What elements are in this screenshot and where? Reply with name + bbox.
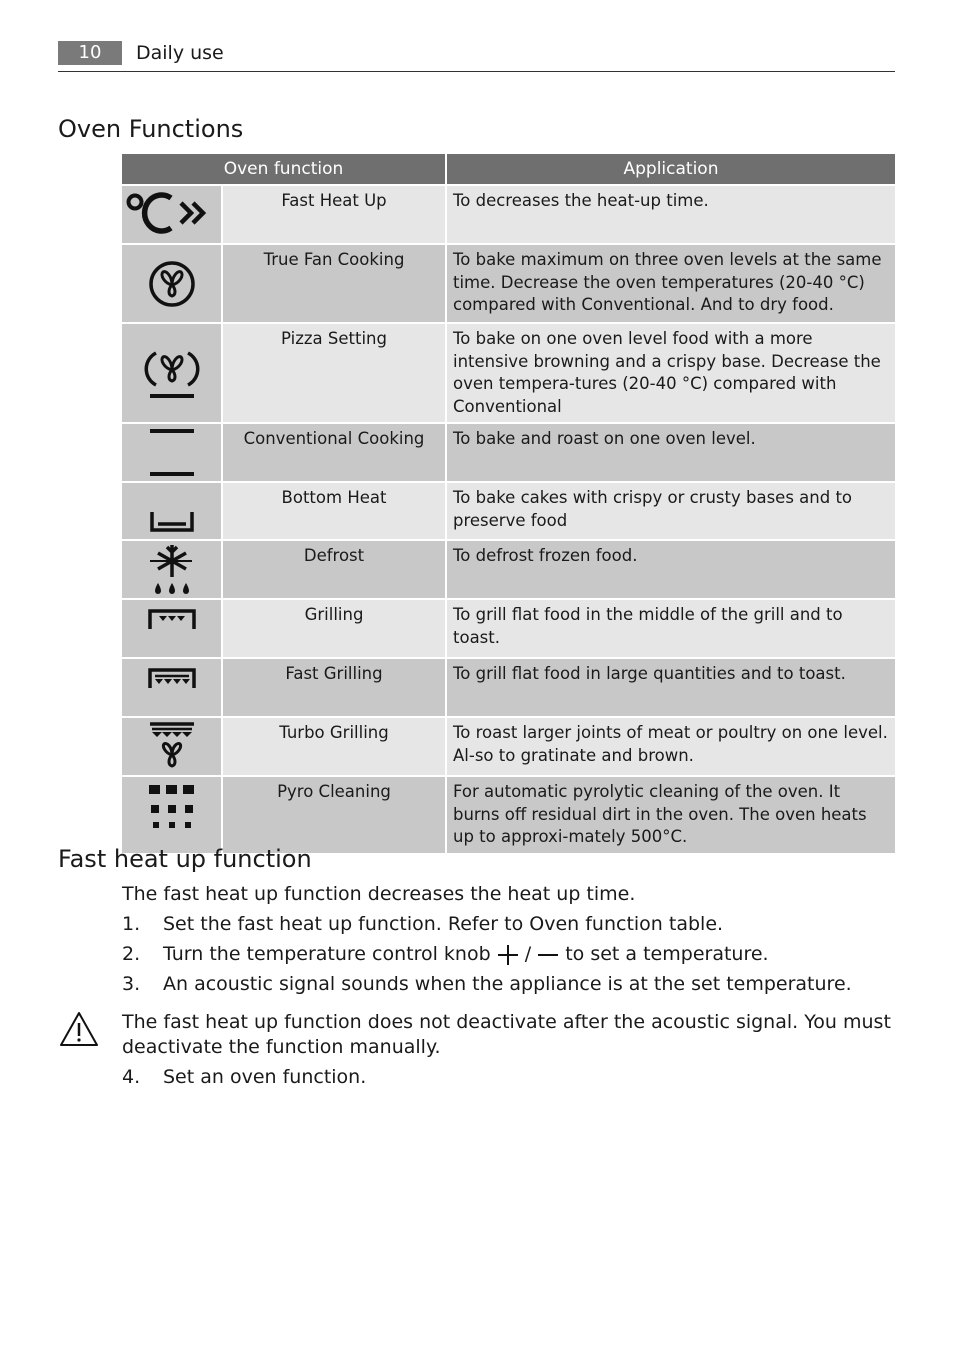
step-text <box>163 942 769 967</box>
table-row <box>122 323 895 423</box>
function-application: For automatic pyrolytic cleaning of the oven. It burns off residual dirt in the oven. The oven heats up to approxi-mately 500°C. <box>446 776 895 854</box>
function-application: To bake maximum on three oven levels at the same time. Decrease the oven temperatures (20-40 °C) compared with Conventional. And to dry food. <box>446 244 895 323</box>
warning-icon <box>58 1010 100 1048</box>
fast-heat-up-icon <box>122 185 222 244</box>
warning-text: The fast heat up function does not deactivate after the acoustic signal. You must deactivate the function manually. <box>122 1011 891 1058</box>
function-name: Fast Heat Up <box>222 185 446 244</box>
fast-heat-up-intro: The fast heat up function decreases the heat up time. <box>122 883 636 905</box>
fast-grilling-icon <box>122 658 222 717</box>
function-application: To grill flat food in large quantities and to toast. <box>446 658 895 717</box>
bottom-heat-icon <box>122 482 222 540</box>
step-number: 2. <box>122 943 141 965</box>
plus-icon <box>497 944 519 966</box>
function-name: Pyro Cleaning <box>222 776 446 854</box>
minus-icon <box>537 944 559 966</box>
function-application: To roast larger joints of meat or poultry on one level. Al-so to gratinate and brown. <box>446 717 895 776</box>
table-header-row <box>122 154 895 185</box>
step-text-after: to set a temperature. <box>565 943 769 965</box>
column-header-application: Application <box>446 154 895 185</box>
table-row <box>122 482 895 540</box>
function-name: True Fan Cooking <box>222 244 446 323</box>
function-application: To bake and roast on one oven level. <box>446 423 895 482</box>
function-application: To grill flat food in the middle of the grill and to toast. <box>446 599 895 658</box>
pyro-cleaning-icon <box>122 776 222 854</box>
step-text: An acoustic signal sounds when the appliance is at the set temperature. <box>163 973 852 995</box>
function-application: To defrost frozen food. <box>446 540 895 599</box>
step-number: 1. <box>122 913 141 935</box>
conventional-icon <box>122 423 222 482</box>
step-separator: / <box>524 943 532 965</box>
defrost-icon <box>122 540 222 599</box>
function-name: Defrost <box>222 540 446 599</box>
fast-heat-up-heading: Fast heat up function <box>58 845 312 873</box>
function-application: To bake cakes with crispy or crusty bases and to preserve food <box>446 482 895 540</box>
true-fan-icon <box>122 244 222 323</box>
function-name: Bottom Heat <box>222 482 446 540</box>
function-name: Fast Grilling <box>222 658 446 717</box>
function-name: Pizza Setting <box>222 323 446 423</box>
section-label: Daily use <box>136 42 224 64</box>
function-name: Grilling <box>222 599 446 658</box>
table-row <box>122 776 895 854</box>
page-header <box>58 40 895 72</box>
step-text: Set the fast heat up function. Refer to Oven function table. <box>163 913 724 935</box>
table-row <box>122 185 895 244</box>
turbo-grilling-icon <box>122 717 222 776</box>
step-number: 4. <box>122 1066 141 1088</box>
table-row <box>122 540 895 599</box>
grilling-icon <box>122 599 222 658</box>
step-text: Set an oven function. <box>163 1066 367 1088</box>
table-row <box>122 599 895 658</box>
function-name: Conventional Cooking <box>222 423 446 482</box>
function-application: To bake on one oven level food with a more intensive browning and a crispy base. Decrease the oven tempera-tures (20-40 °C) compared with Conventional <box>446 323 895 423</box>
step-text-before: Turn the temperature control knob <box>163 943 491 965</box>
table-row <box>122 717 895 776</box>
pizza-setting-icon <box>122 323 222 423</box>
column-header-oven-function: Oven function <box>122 154 446 185</box>
oven-functions-table <box>122 154 895 855</box>
table-row <box>122 658 895 717</box>
page-number: 10 <box>58 41 122 65</box>
step-number: 3. <box>122 973 141 995</box>
function-application: To decreases the heat-up time. <box>446 185 895 244</box>
oven-functions-heading: Oven Functions <box>58 115 244 143</box>
table-row <box>122 244 895 323</box>
table-row <box>122 423 895 482</box>
function-name: Turbo Grilling <box>222 717 446 776</box>
